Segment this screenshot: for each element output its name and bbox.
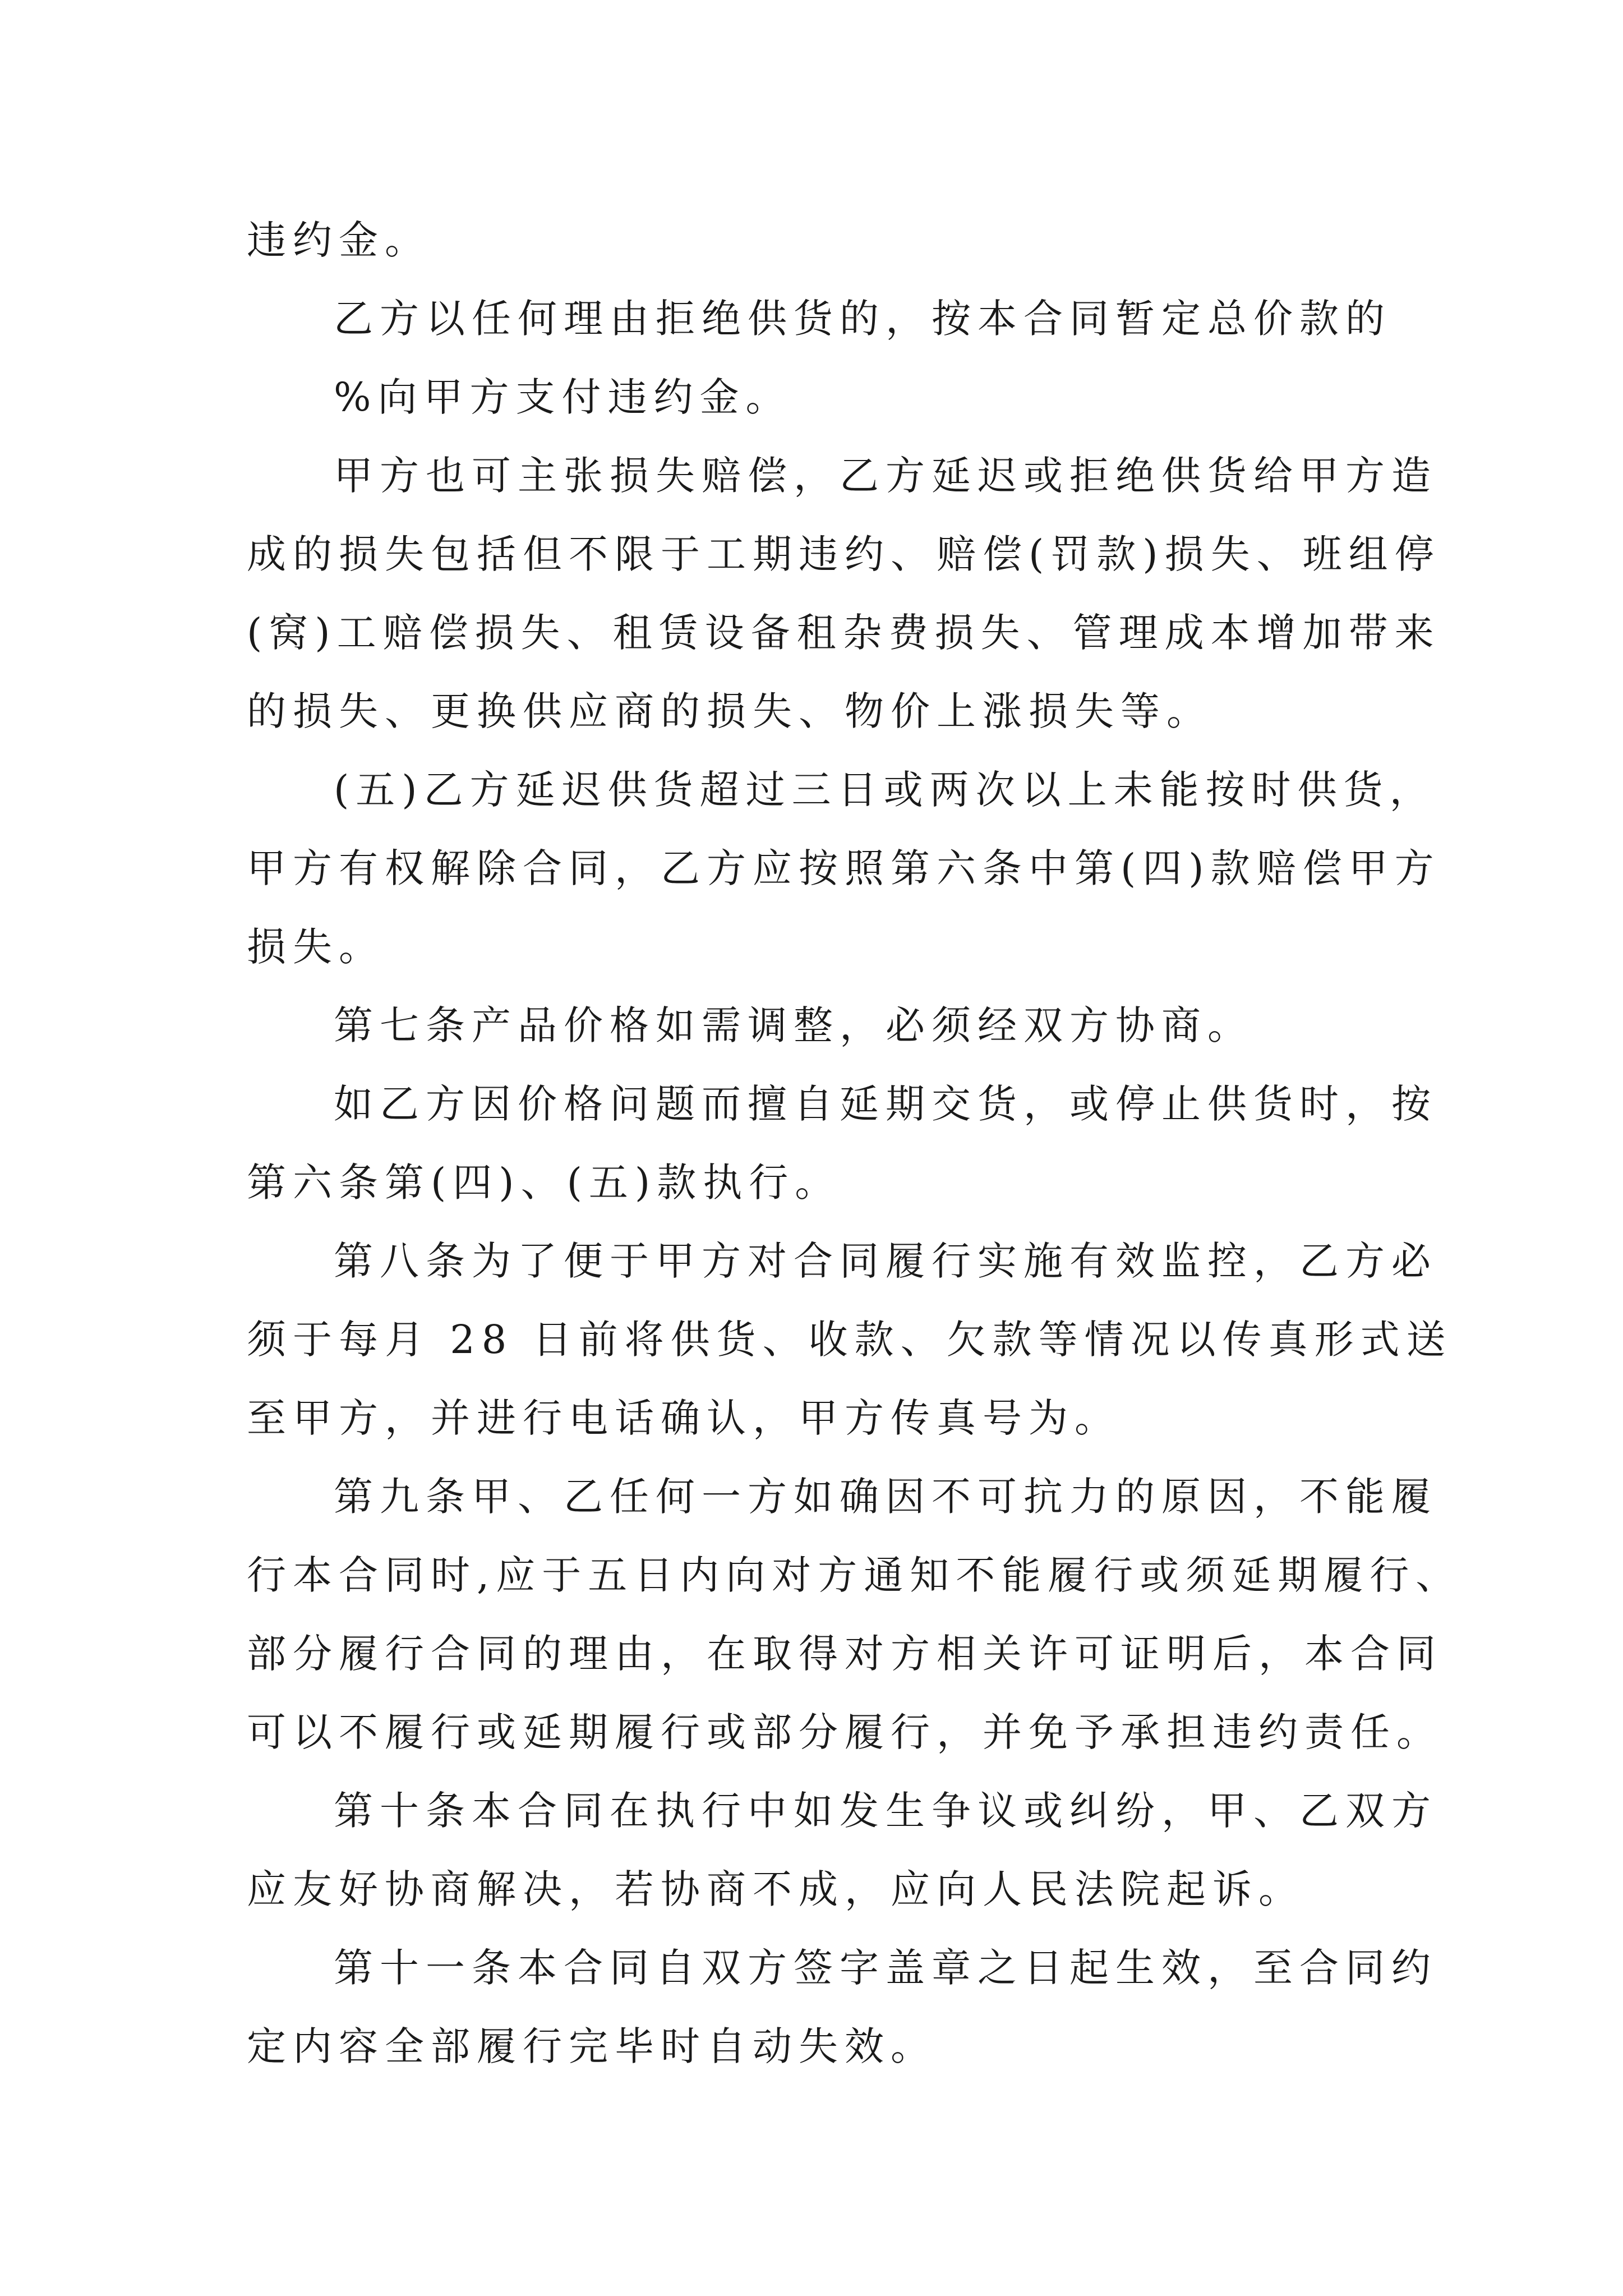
text-line: 第六条第(四)、(五)款执行。: [247, 1159, 841, 1205]
text-line: 乙方以任何理由拒绝供货的，按本合同暂定总价款的: [334, 296, 1391, 342]
text-line: 可以不履行或延期履行或部分履行，并免予承担违约责任。: [247, 1709, 1442, 1755]
text-line: 第八条为了便于甲方对合同履行实施有效监控，乙方必: [334, 1238, 1437, 1284]
text-line: 第十一条本合同自双方签字盖章之日起生效，至合同约: [334, 1945, 1437, 1991]
text-line: (五)乙方延迟供货超过三日或两次以上未能按时供货，: [334, 767, 1436, 813]
text-line: 违约金。: [247, 217, 431, 263]
text-line: 第十条本合同在执行中如发生争议或纠纷，甲、乙双方: [334, 1788, 1437, 1834]
text-line: 行本合同时,应于五日内向对方通知不能履行或须延期履行、: [247, 1552, 1462, 1598]
text-line: 如乙方因价格问题而擅自延期交货，或停止供货时，按: [334, 1081, 1437, 1127]
text-line: 部分履行合同的理由，在取得对方相关许可证明后，本合同: [247, 1631, 1442, 1677]
text-line: 至甲方，并进行电话确认，甲方传真号为。: [247, 1395, 1121, 1441]
text-line: 甲方有权解除合同，乙方应按照第六条中第(四)款赔偿甲方: [247, 845, 1441, 891]
text-line: 的损失、更换供应商的损失、物价上涨损失等。: [247, 688, 1212, 734]
text-line: (窝)工赔偿损失、租赁设备租杂费损失、管理成本增加带来: [247, 610, 1441, 656]
text-line: 损失。: [247, 924, 385, 970]
text-line: 成的损失包括但不限于工期违约、赔偿(罚款)损失、班组停: [247, 531, 1441, 577]
text-line: 甲方也可主张损失赔偿，乙方延迟或拒绝供货给甲方造: [334, 453, 1437, 499]
text-line: %向甲方支付违约金。: [334, 374, 792, 420]
text-line: 应友好协商解决，若协商不成，应向人民法院起诉。: [247, 1866, 1304, 1912]
text-line: 定内容全部履行完毕时自动失效。: [247, 2023, 937, 2069]
text-line: 第七条产品价格如需调整，必须经双方协商。: [334, 1002, 1253, 1048]
text-line: 须于每月 28 日前将供货、收款、欠款等情况以传真形式送: [247, 1317, 1453, 1363]
text-line: 第九条甲、乙任何一方如确因不可抗力的原因，不能履: [334, 1474, 1437, 1520]
